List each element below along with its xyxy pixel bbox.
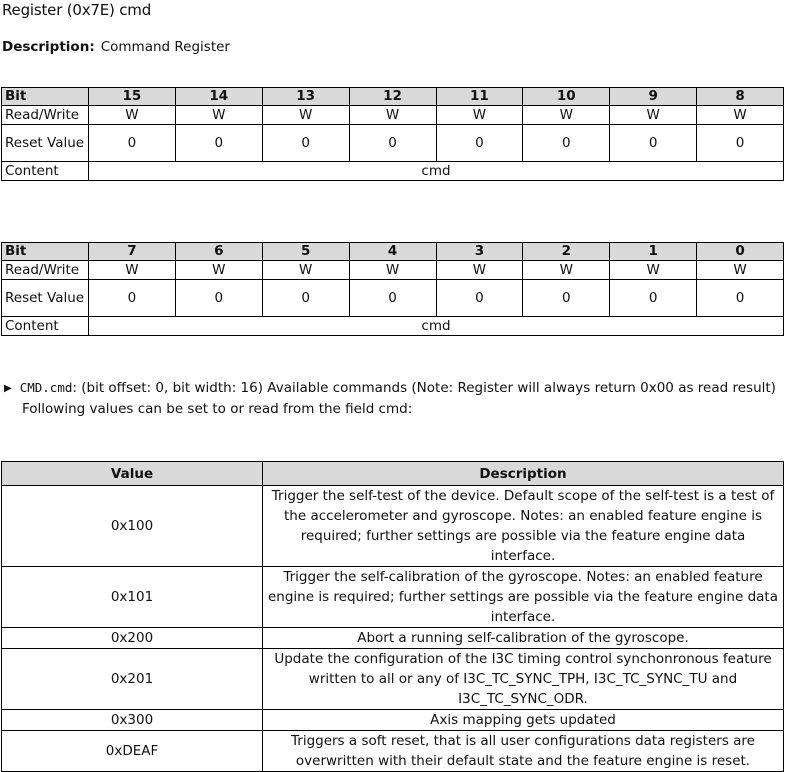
value-cell: 0x101 xyxy=(2,567,263,628)
description-label: Description: xyxy=(2,39,95,55)
field-info: : (bit offset: 0, bit width: 16) Available commands (Note: Register will always return 0x00 as read result) xyxy=(72,380,776,396)
register-description xyxy=(2,39,230,55)
table-row xyxy=(2,710,784,731)
reset-cell: 0 xyxy=(262,125,349,162)
reset-cell: 0 xyxy=(523,125,610,162)
reset-cell: 0 xyxy=(697,280,784,317)
bit-number: 11 xyxy=(436,88,523,106)
table-row xyxy=(2,486,784,567)
value-cell: 0x100 xyxy=(2,486,263,567)
bit-number: 2 xyxy=(523,243,610,261)
description-cell: Axis mapping gets updated xyxy=(263,710,784,731)
read-write-label: Read/Write xyxy=(2,261,89,280)
rw-cell: W xyxy=(89,261,176,280)
table-row xyxy=(2,567,784,628)
bit-header-label: Bit xyxy=(2,88,89,106)
values-table xyxy=(1,461,784,772)
rw-cell: W xyxy=(436,261,523,280)
register-title: Register (0x7E) cmd xyxy=(2,1,152,19)
rw-cell: W xyxy=(697,261,784,280)
read-write-row xyxy=(2,106,784,125)
bit-number: 1 xyxy=(610,243,697,261)
reset-cell: 0 xyxy=(175,280,262,317)
reset-value-label: Reset Value xyxy=(2,280,89,317)
bit-number: 4 xyxy=(349,243,436,261)
bit-number: 10 xyxy=(523,88,610,106)
value-cell: 0xDEAF xyxy=(2,731,263,772)
reset-cell: 0 xyxy=(610,280,697,317)
bit-number: 13 xyxy=(262,88,349,106)
reset-cell: 0 xyxy=(262,280,349,317)
description-cell: Triggers a soft reset, that is all user configurations data registers are overwritten with their default state and the feature engine is reset. xyxy=(263,731,784,772)
bit-number: 14 xyxy=(175,88,262,106)
reset-cell: 0 xyxy=(610,125,697,162)
bit-number: 15 xyxy=(89,88,176,106)
values-header-row xyxy=(2,462,784,486)
bit-header-row xyxy=(2,88,784,106)
content-field: cmd xyxy=(89,162,784,181)
description-cell: Abort a running self-calibration of the gyroscope. xyxy=(263,628,784,649)
rw-cell: W xyxy=(89,106,176,125)
reset-cell: 0 xyxy=(89,280,176,317)
rw-cell: W xyxy=(175,106,262,125)
read-write-row xyxy=(2,261,784,280)
content-row xyxy=(2,162,784,181)
field-description-line1 xyxy=(4,377,784,399)
reset-value-row xyxy=(2,280,784,317)
rw-cell: W xyxy=(697,106,784,125)
field-description xyxy=(4,377,784,420)
bit-header-row xyxy=(2,243,784,261)
bit-number: 5 xyxy=(262,243,349,261)
reset-cell: 0 xyxy=(436,280,523,317)
bit-table-low xyxy=(1,242,784,336)
bit-number: 8 xyxy=(697,88,784,106)
description-cell: Trigger the self-calibration of the gyroscope. Notes: an enabled feature engine is required; further settings are possible via the feature engine data interface. xyxy=(263,567,784,628)
field-name: CMD.cmd xyxy=(19,380,73,395)
rw-cell: W xyxy=(349,106,436,125)
bit-number: 3 xyxy=(436,243,523,261)
description-text: Command Register xyxy=(100,39,230,55)
table-row xyxy=(2,649,784,710)
reset-cell: 0 xyxy=(436,125,523,162)
bit-table-high xyxy=(1,87,784,181)
reset-cell: 0 xyxy=(175,125,262,162)
value-column-header: Value xyxy=(2,462,263,486)
reset-cell: 0 xyxy=(349,280,436,317)
description-cell: Update the configuration of the I3C timing control synchonronous feature written to all or any of I3C_TC_SYNC_TPH, I3C_TC_SYNC_TU and I3C_TC_SYNC_ODR. xyxy=(263,649,784,710)
value-cell: 0x300 xyxy=(2,710,263,731)
table-row xyxy=(2,628,784,649)
reset-cell: 0 xyxy=(697,125,784,162)
table-row xyxy=(2,731,784,772)
value-cell: 0x201 xyxy=(2,649,263,710)
bit-number: 0 xyxy=(697,243,784,261)
content-label: Content xyxy=(2,162,89,181)
field-description-line2: Following values can be set to or read from the field cmd: xyxy=(22,401,413,417)
rw-cell: W xyxy=(610,261,697,280)
bit-number: 6 xyxy=(175,243,262,261)
bit-number: 9 xyxy=(610,88,697,106)
bullet-arrow-icon: ▶ xyxy=(4,383,12,394)
bit-header-label: Bit xyxy=(2,243,89,261)
reset-cell: 0 xyxy=(89,125,176,162)
description-column-header: Description xyxy=(263,462,784,486)
rw-cell: W xyxy=(262,106,349,125)
rw-cell: W xyxy=(436,106,523,125)
value-cell: 0x200 xyxy=(2,628,263,649)
reset-value-label: Reset Value xyxy=(2,125,89,162)
rw-cell: W xyxy=(175,261,262,280)
rw-cell: W xyxy=(610,106,697,125)
bit-number: 7 xyxy=(89,243,176,261)
content-field: cmd xyxy=(89,317,784,336)
description-cell: Trigger the self-test of the device. Default scope of the self-test is a test of the accelerometer and gyroscope. Notes: an enabled feature engine is required; further settings are possible via the feature engine data interface. xyxy=(263,486,784,567)
content-label: Content xyxy=(2,317,89,336)
bit-number: 12 xyxy=(349,88,436,106)
read-write-label: Read/Write xyxy=(2,106,89,125)
rw-cell: W xyxy=(523,106,610,125)
rw-cell: W xyxy=(349,261,436,280)
reset-value-row xyxy=(2,125,784,162)
content-row xyxy=(2,317,784,336)
reset-cell: 0 xyxy=(523,280,610,317)
rw-cell: W xyxy=(523,261,610,280)
reset-cell: 0 xyxy=(349,125,436,162)
rw-cell: W xyxy=(262,261,349,280)
